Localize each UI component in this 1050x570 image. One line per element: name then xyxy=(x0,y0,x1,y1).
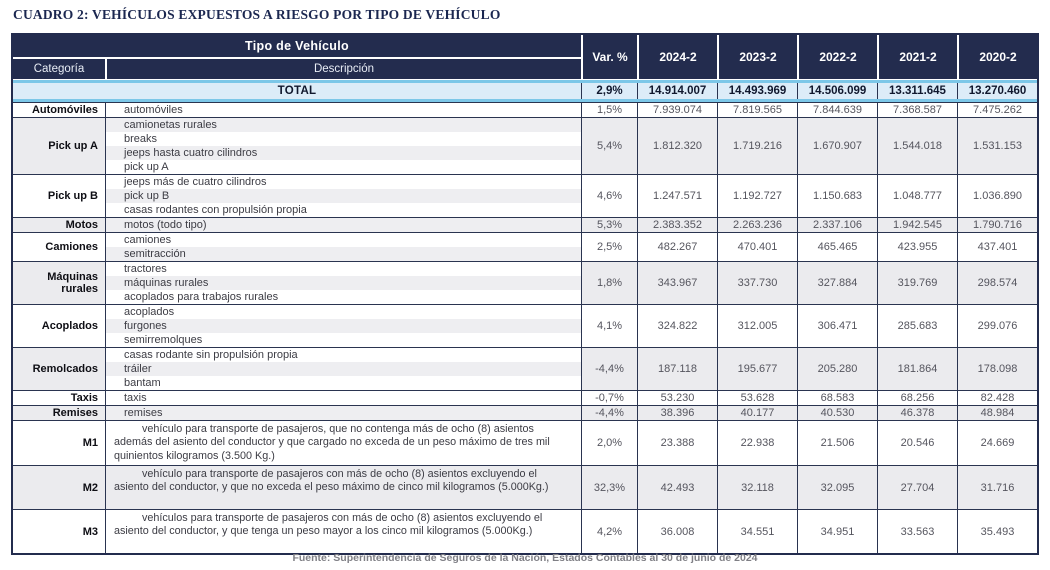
header-tipo-de-vehiculo: Tipo de Vehículo xyxy=(13,35,581,57)
row-value: 34.551 xyxy=(717,510,797,553)
row-value: 187.118 xyxy=(637,348,717,390)
row-value: 2.383.352 xyxy=(637,218,717,232)
description-paragraph: vehículo para transporte de pasajeros, que no contenga más de ocho (8) asientos además del asiento del conductor y que cargado no exceda de un peso máximo de tres mil quinientos kilogramos (3.500 Kg.) xyxy=(114,423,550,462)
description-line: pick up A xyxy=(106,160,581,174)
table-row xyxy=(13,174,1037,217)
row-value: 1.048.777 xyxy=(877,175,957,217)
row-category: M3 xyxy=(82,525,98,538)
row-value: 82.428 xyxy=(957,391,1037,405)
header-year-2021-2: 2021-2 xyxy=(877,35,957,79)
description-line: taxis xyxy=(106,391,581,405)
row-value: 298.574 xyxy=(957,262,1037,304)
description-line: tráiler xyxy=(106,362,581,376)
row-value: 306.471 xyxy=(797,305,877,347)
row-description xyxy=(105,348,581,390)
row-value: 1.812.320 xyxy=(637,118,717,174)
row-value: 32.118 xyxy=(717,466,797,509)
table-row xyxy=(13,232,1037,261)
row-value: 46.378 xyxy=(877,406,957,420)
row-value: 324.822 xyxy=(637,305,717,347)
row-value: 1.247.571 xyxy=(637,175,717,217)
header-descripcion: Descripción xyxy=(107,59,581,79)
row-category: Remises xyxy=(13,406,105,420)
row-value: 312.005 xyxy=(717,305,797,347)
row-var: -4,4% xyxy=(581,348,637,390)
row-description xyxy=(105,233,581,261)
row-description xyxy=(105,305,581,347)
page-title: CUADRO 2: VEHÍCULOS EXPUESTOS A RIESGO POR TIPO DE VEHÍCULO xyxy=(13,7,501,22)
row-value: 299.076 xyxy=(957,305,1037,347)
description-line: acoplados xyxy=(106,305,581,319)
row-description xyxy=(105,175,581,217)
row-value: 470.401 xyxy=(717,233,797,261)
total-value: 14.506.099 xyxy=(797,83,877,99)
row-value: 337.730 xyxy=(717,262,797,304)
table-row xyxy=(13,420,1037,465)
row-value: 21.506 xyxy=(797,421,877,465)
row-value: 35.493 xyxy=(957,510,1037,553)
row-var: 32,3% xyxy=(581,466,637,509)
row-value: 7.475.262 xyxy=(957,103,1037,117)
description-line: camionetas rurales xyxy=(106,118,581,132)
row-description xyxy=(105,466,581,509)
description-line: motos (todo tipo) xyxy=(106,218,581,232)
row-var: 2,5% xyxy=(581,233,637,261)
row-value: 1.942.545 xyxy=(877,218,957,232)
row-value: 1.531.153 xyxy=(957,118,1037,174)
row-value: 7.939.074 xyxy=(637,103,717,117)
row-value: 1.790.716 xyxy=(957,218,1037,232)
description-line: bantam xyxy=(106,376,581,390)
row-value: 1.150.683 xyxy=(797,175,877,217)
total-label: TOTAL xyxy=(277,85,317,97)
row-description xyxy=(105,391,581,405)
row-value: 1.544.018 xyxy=(877,118,957,174)
row-category: M1 xyxy=(82,437,98,449)
description-line: furgones xyxy=(106,319,581,333)
row-category: Motos xyxy=(13,218,105,232)
header-categoria: Categoría xyxy=(13,59,105,79)
row-value: 33.563 xyxy=(877,510,957,553)
table-row xyxy=(13,347,1037,390)
total-var: 2,9% xyxy=(581,83,637,99)
row-value: 343.967 xyxy=(637,262,717,304)
row-value: 32.095 xyxy=(797,466,877,509)
row-description xyxy=(105,510,581,553)
description-line: jeeps más de cuatro cilindros xyxy=(106,175,581,189)
row-description xyxy=(105,218,581,232)
row-value: 465.465 xyxy=(797,233,877,261)
row-var: -0,7% xyxy=(581,391,637,405)
row-value: 40.177 xyxy=(717,406,797,420)
header-left-group xyxy=(13,35,581,79)
total-value: 13.270.460 xyxy=(957,83,1037,99)
description-line: remises xyxy=(106,406,581,420)
row-value: 205.280 xyxy=(797,348,877,390)
total-value: 14.914.007 xyxy=(637,83,717,99)
header-subrow xyxy=(13,59,581,79)
description-line: semitracción xyxy=(106,247,581,261)
header-year-2023-2: 2023-2 xyxy=(717,35,797,79)
row-value: 7.368.587 xyxy=(877,103,957,117)
total-value: 14.493.969 xyxy=(717,83,797,99)
description-line: jeeps hasta cuatro cilindros xyxy=(106,146,581,160)
row-value: 53.230 xyxy=(637,391,717,405)
row-value: 2.337.106 xyxy=(797,218,877,232)
row-value: 20.546 xyxy=(877,421,957,465)
row-var: 5,3% xyxy=(581,218,637,232)
row-category: Pick up A xyxy=(13,118,105,174)
row-value: 34.951 xyxy=(797,510,877,553)
row-category: Pick up B xyxy=(47,190,98,202)
row-var: 4,6% xyxy=(581,175,637,217)
row-value: 40.530 xyxy=(797,406,877,420)
row-value: 24.669 xyxy=(957,421,1037,465)
row-description xyxy=(105,421,581,465)
row-value: 285.683 xyxy=(877,305,957,347)
row-value: 42.493 xyxy=(637,466,717,509)
row-var: -4,4% xyxy=(581,406,637,420)
description-line: casas rodante sin propulsión propia xyxy=(106,348,581,362)
row-category: Acoplados xyxy=(41,320,98,332)
row-var: 1,5% xyxy=(581,103,637,117)
description-paragraph: vehículos para transporte de pasajeros con más de ocho (8) asientos excluyendo el asiento del conductor, y que tenga un peso mayor a los cinco mil kilogramos (5.000Kg.) xyxy=(114,512,543,538)
table-row xyxy=(13,102,1037,117)
row-value: 2.263.236 xyxy=(717,218,797,232)
row-value: 7.844.639 xyxy=(797,103,877,117)
table-row xyxy=(13,117,1037,174)
row-value: 1.670.907 xyxy=(797,118,877,174)
table-row xyxy=(13,304,1037,347)
row-var: 5,4% xyxy=(581,118,637,174)
description-line: acoplados para trabajos rurales xyxy=(106,290,581,304)
row-value: 1.192.727 xyxy=(717,175,797,217)
row-value: 27.704 xyxy=(877,466,957,509)
description-line: pick up B xyxy=(106,189,581,203)
row-value: 7.819.565 xyxy=(717,103,797,117)
row-var: 1,8% xyxy=(581,262,637,304)
description-line: tractores xyxy=(106,262,581,276)
row-value: 327.884 xyxy=(797,262,877,304)
row-var: 4,1% xyxy=(581,305,637,347)
description-line: casas rodantes con propulsión propia xyxy=(106,203,581,217)
row-description xyxy=(105,406,581,420)
row-var: 4,2% xyxy=(581,510,637,553)
row-category: Automóviles xyxy=(31,104,98,116)
row-value: 68.583 xyxy=(797,391,877,405)
description-line: automóviles xyxy=(106,103,581,117)
header-year-2022-2: 2022-2 xyxy=(797,35,877,79)
header-year-2020-2: 2020-2 xyxy=(957,35,1037,79)
table-row xyxy=(13,390,1037,405)
row-category: Máquinas rurales xyxy=(13,262,105,304)
row-category: M2 xyxy=(13,466,105,509)
description-paragraph: vehículo para transporte de pasajeros con más de ocho (8) asientos excluyendo el asiento del conductor, y que no exceda el peso máximo de cinco mil kilogramos (5.000Kg.) xyxy=(106,466,581,509)
row-value: 181.864 xyxy=(877,348,957,390)
row-value: 23.388 xyxy=(637,421,717,465)
row-value: 195.677 xyxy=(717,348,797,390)
row-value: 48.984 xyxy=(957,406,1037,420)
description-line: máquinas rurales xyxy=(106,276,581,290)
row-description xyxy=(105,103,581,117)
row-value: 1.036.890 xyxy=(957,175,1037,217)
table-header xyxy=(13,35,1037,79)
row-category: Camiones xyxy=(45,241,98,253)
row-value: 178.098 xyxy=(957,348,1037,390)
row-value: 38.396 xyxy=(637,406,717,420)
source-note: Fuente: Superintendencia de Seguros de la Nación, Estados Contables al 30 de junio de 2024 xyxy=(292,552,758,564)
row-value: 36.008 xyxy=(637,510,717,553)
row-value: 53.628 xyxy=(717,391,797,405)
total-value: 13.311.645 xyxy=(877,83,957,99)
vehicles-table xyxy=(11,33,1039,555)
table-row xyxy=(13,509,1037,553)
row-var: 2,0% xyxy=(581,421,637,465)
description-line: semirremolques xyxy=(106,333,581,347)
total-row xyxy=(13,80,1037,102)
row-value: 437.401 xyxy=(957,233,1037,261)
row-value: 31.716 xyxy=(957,466,1037,509)
description-line: breaks xyxy=(106,132,581,146)
header-var-pct: Var. % xyxy=(581,35,637,79)
row-description xyxy=(105,118,581,174)
row-value: 319.769 xyxy=(877,262,957,304)
row-category: Remolcados xyxy=(13,348,105,390)
table-row xyxy=(13,261,1037,304)
description-line: camiones xyxy=(106,233,581,247)
row-value: 482.267 xyxy=(637,233,717,261)
row-value: 423.955 xyxy=(877,233,957,261)
table-row xyxy=(13,217,1037,232)
row-value: 1.719.216 xyxy=(717,118,797,174)
row-value: 68.256 xyxy=(877,391,957,405)
row-description xyxy=(105,262,581,304)
header-year-2024-2: 2024-2 xyxy=(637,35,717,79)
table-row xyxy=(13,465,1037,509)
row-category: Taxis xyxy=(70,392,98,404)
row-value: 22.938 xyxy=(717,421,797,465)
table-row xyxy=(13,405,1037,420)
